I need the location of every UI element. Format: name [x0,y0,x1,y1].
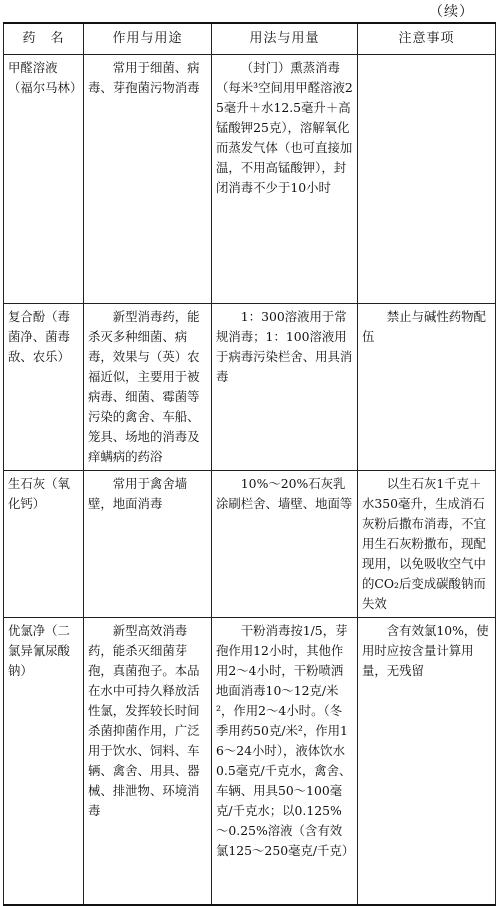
table-header-row [4,23,496,55]
table-row [4,304,496,471]
drug-name-cell: 甲醛溶液（福尔马林） [4,55,84,304]
dosage-cell: 干粉消毒按1/5，芽孢作用12小时，其他作用2～4小时，干粉喷洒地面消毒10～12克/米²，作用2～4小时。（冬季用药50克/米²，作用16～24小时），液体饮水0.5毫克/千克水，禽舍、车辆、用具50～100毫克/千克水；以0.125%～0.25%溶液（含有效氯125～250毫克/千克） [212,618,358,906]
notes-cell: 以生石灰1千克＋水350毫升，生成消石灰粉后撒布消毒，不宜用生石灰粉撒布，现配现用，以免吸收空气中的CO₂后变成碳酸钠而失效 [358,471,496,618]
continued-label: （续） [429,4,474,20]
drug-name-cell: 复合酚（毒菌净、菌毒敌、农乐） [4,304,84,471]
notes-cell: 禁止与碱性药物配伍 [358,304,496,471]
use-cell: 新型高效消毒药，能杀灭细菌芽孢，真菌孢子。本品在水中可持久释放活性氯，发挥较长时间杀菌抑菌作用，广泛用于饮水、饲料、车辆、禽舍、用具、器械、排泄物、环境消毒 [84,618,212,906]
header-dosage: 用法与用量 [212,23,358,55]
notes-cell: 含有效氯10%，使用时应按含量计算用量，无残留 [358,618,496,906]
notes-cell [358,55,496,304]
use-cell: 常用于禽舍墙壁，地面消毒 [84,471,212,618]
table-row [4,471,496,618]
drug-name-cell: 优氯净（二氯异氰尿酸钠） [4,618,84,906]
dosage-cell: （封门）熏蒸消毒（每米³空间用甲醛溶液25毫升＋水12.5毫升＋高锰酸钾25克），溶解氧化而蒸发气体（也可直接加温，不用高锰酸钾），封闭消毒不少于10小时 [212,55,358,304]
header-action-use: 作用与用途 [84,23,212,55]
table-row [4,618,496,906]
use-cell: 常用于细菌、病毒、芽孢菌污物消毒 [84,55,212,304]
drug-name-cell: 生石灰（氧化钙） [4,471,84,618]
use-cell: 新型消毒药，能杀灭多种细菌、病毒，效果与（英）农福近似，主要用于被病毒、细菌、霉菌等污染的禽舍、车船、笼具、场地的消毒及痒螨病的药浴 [84,304,212,471]
header-notes: 注意事项 [358,23,496,55]
dosage-cell: 10%～20%石灰乳涂刷栏舍、墙壁、地面等 [212,471,358,618]
table-row [4,55,496,304]
header-drug-name: 药 名 [4,23,84,55]
dosage-cell: 1：300溶液用于常规消毒；1：100溶液用于病毒污染栏舍、用具消毒 [212,304,358,471]
disinfectant-table [3,22,496,906]
